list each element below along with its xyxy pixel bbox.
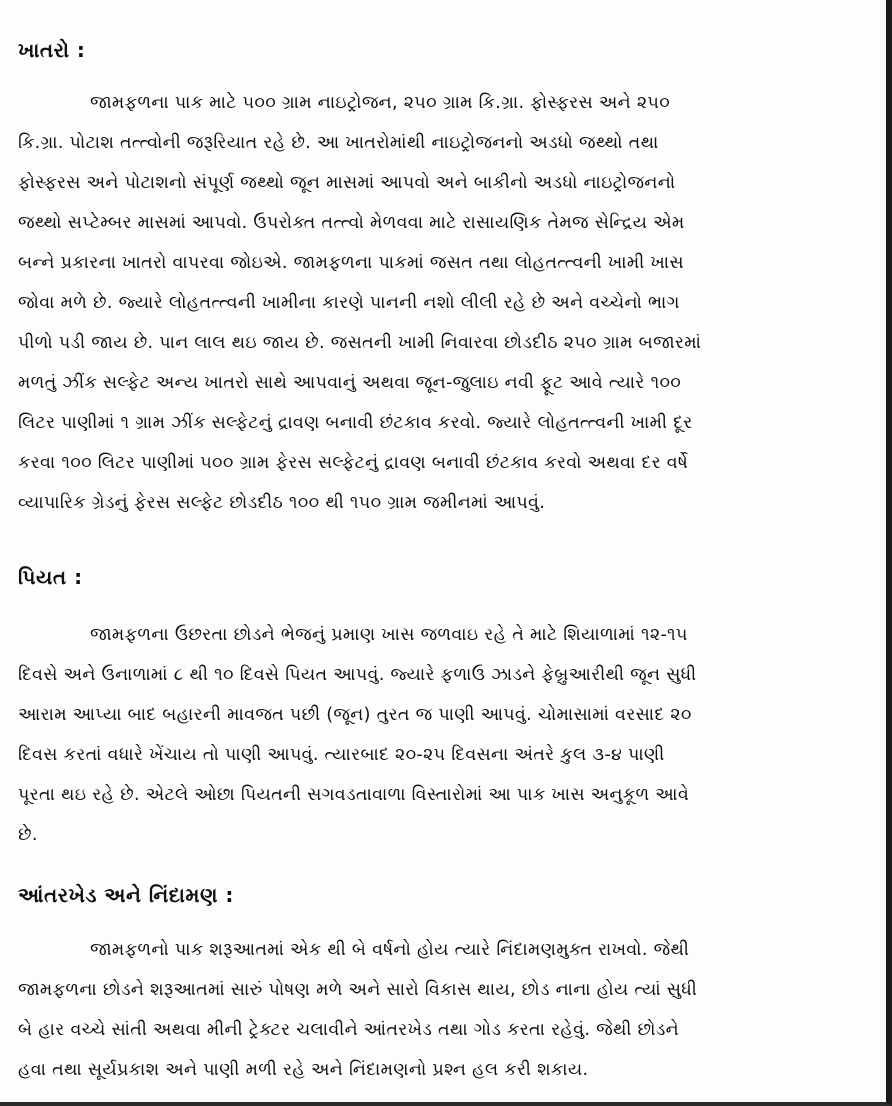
paragraph-line: લિટર પાણીમાં ૧ ગ્રામ ઝીંક સલ્ફેટનું દ્રાવણ બનાવી છંટકાવ કરવો. જ્યારે લોહતત્ત્વની ખામી દૂર xyxy=(18,413,693,433)
paragraph-line: જામફળનો પાક શરૂઆતમાં એક થી બે વર્ષનો હોય ત્યારે નિંદામણમુક્ત રાખવો. જેથી xyxy=(90,940,690,960)
paragraph-line: બન્ને પ્રકારના ખાતરો વાપરવા જોઇએ. જામફળના પાકમાં જસત તથા લોહતત્ત્વની ખામી ખાસ xyxy=(18,253,684,273)
paragraph-line: છે. xyxy=(18,825,38,845)
paragraph-line: બે હાર વચ્ચે સાંતી અથવા મીની ટ્રેક્ટર ચલાવીને આંતરખેડ તથા ગોડ કરતા રહેવું. જેથી છોડને xyxy=(18,1020,679,1040)
paragraph-line: પીળો પડી જાય છે. પાન લાલ થઇ જાય છે. જસતની ખામી નિવારવા છોડદીઠ ૨૫૦ ગ્રામ બજારમાં xyxy=(18,333,702,353)
paragraph-line: આરામ આપ્યા બાદ બહારની માવજત પછી (જૂન) તુરત જ પાણી આપવું. ચોમાસામાં વરસાદ ૨૦ xyxy=(18,705,692,725)
paragraph-line: હવા તથા સૂર્યપ્રકાશ અને પાણી મળી રહે અને નિંદામણનો પ્રશ્ન હલ કરી શકાય. xyxy=(18,1060,589,1080)
paragraph-line: દિવસ કરતાં વધારે ખેંચાય તો પાણી આપવું. ત્યારબાદ ૨૦-૨૫ દિવસના અંતરે કુલ ૩-૪ પાણી xyxy=(18,745,665,765)
paragraph-line: મળતું ઝીંક સલ્ફેટ અન્ય ખાતરો સાથે આપવાનું અથવા જૂન-જુલાઇ નવી ફૂટ આવે ત્યારે ૧૦૦ xyxy=(18,373,682,393)
paragraph-line: ફોસ્ફરસ અને પોટાશનો સંપૂર્ણ જથ્થો જૂન માસમાં આપવો અને બાકીનો અડધો નાઇટ્રોજનનો xyxy=(18,173,676,193)
paragraph-line: જામફળના છોડને શરૂઆતમાં સારું પોષણ મળે અને સારો વિકાસ થાય, છોડ નાના હોય ત્યાં સુધી xyxy=(18,980,698,1000)
section-paragraph-irrigation xyxy=(18,615,876,855)
paragraph-line: દિવસે અને ઉનાળામાં ૮ થી ૧૦ દિવસે પિયત આપવું. જ્યારે ફળાઉ ઝાડને ફેબ્રુઆરીથી જૂન સુધી xyxy=(18,665,697,685)
paragraph-line: પૂરતા થઇ રહે છે. એટલે ઓછા પિયતની સગવડતાવાળા વિસ્તારોમાં આ પાક ખાસ અનુકૂળ આવે xyxy=(18,785,690,805)
section-heading-fertilizers: ખાતરો : xyxy=(18,38,86,62)
section-paragraph-intercultivation xyxy=(18,930,876,1090)
paragraph-line: જોવા મળે છે. જ્યારે લોહતત્ત્વની ખામીના કારણે પાનની નશો લીલી રહે છે અને વચ્ચેનો ભાગ xyxy=(18,293,680,313)
paragraph-line: કરવા ૧૦૦ લિટર પાણીમાં ૫૦૦ ગ્રામ ફેરસ સલ્ફેટનું દ્રાવણ બનાવી છંટકાવ કરવો અથવા દર વર્ષે xyxy=(18,453,689,473)
paragraph-line: વ્યાપારિક ગ્રેડનું ફેરસ સલ્ફેટ છોડદીઠ ૧૦૦ થી ૧૫૦ ગ્રામ જમીનમાં આપવું. xyxy=(18,493,546,513)
paragraph-line: જથ્થો સપ્ટેમ્બર માસમાં આપવો. ઉપરોક્ત તત્ત્વો મેળવવા માટે રાસાયણિક તેમજ સેન્દ્રિય એમ xyxy=(18,213,685,233)
section-paragraph-fertilizers xyxy=(18,83,876,523)
paragraph-line: જામફળના ઉછરતા છોડને ભેજનું પ્રમાણ ખાસ જળવાઇ રહે તે માટે શિયાળામાં ૧૨-૧૫ xyxy=(90,625,688,645)
paragraph-line: કિ.ગ્રા. પોટાશ તત્ત્વોની જરૂરિયાત રહે છે. આ ખાતરોમાંથી નાઇટ્રોજનનો અડધો જથ્થો તથા xyxy=(18,133,659,153)
section-heading-intercultivation: આંતરખેડ અને નિંદામણ : xyxy=(18,883,234,907)
paragraph-line: જામફળના પાક માટે ૫૦૦ ગ્રામ નાઇટ્રોજન, ૨૫૦ ગ્રામ કિ.ગ્રા. ફોસ્ફરસ અને ૨૫૦ xyxy=(90,93,671,113)
section-heading-irrigation: પિયત : xyxy=(18,565,83,589)
